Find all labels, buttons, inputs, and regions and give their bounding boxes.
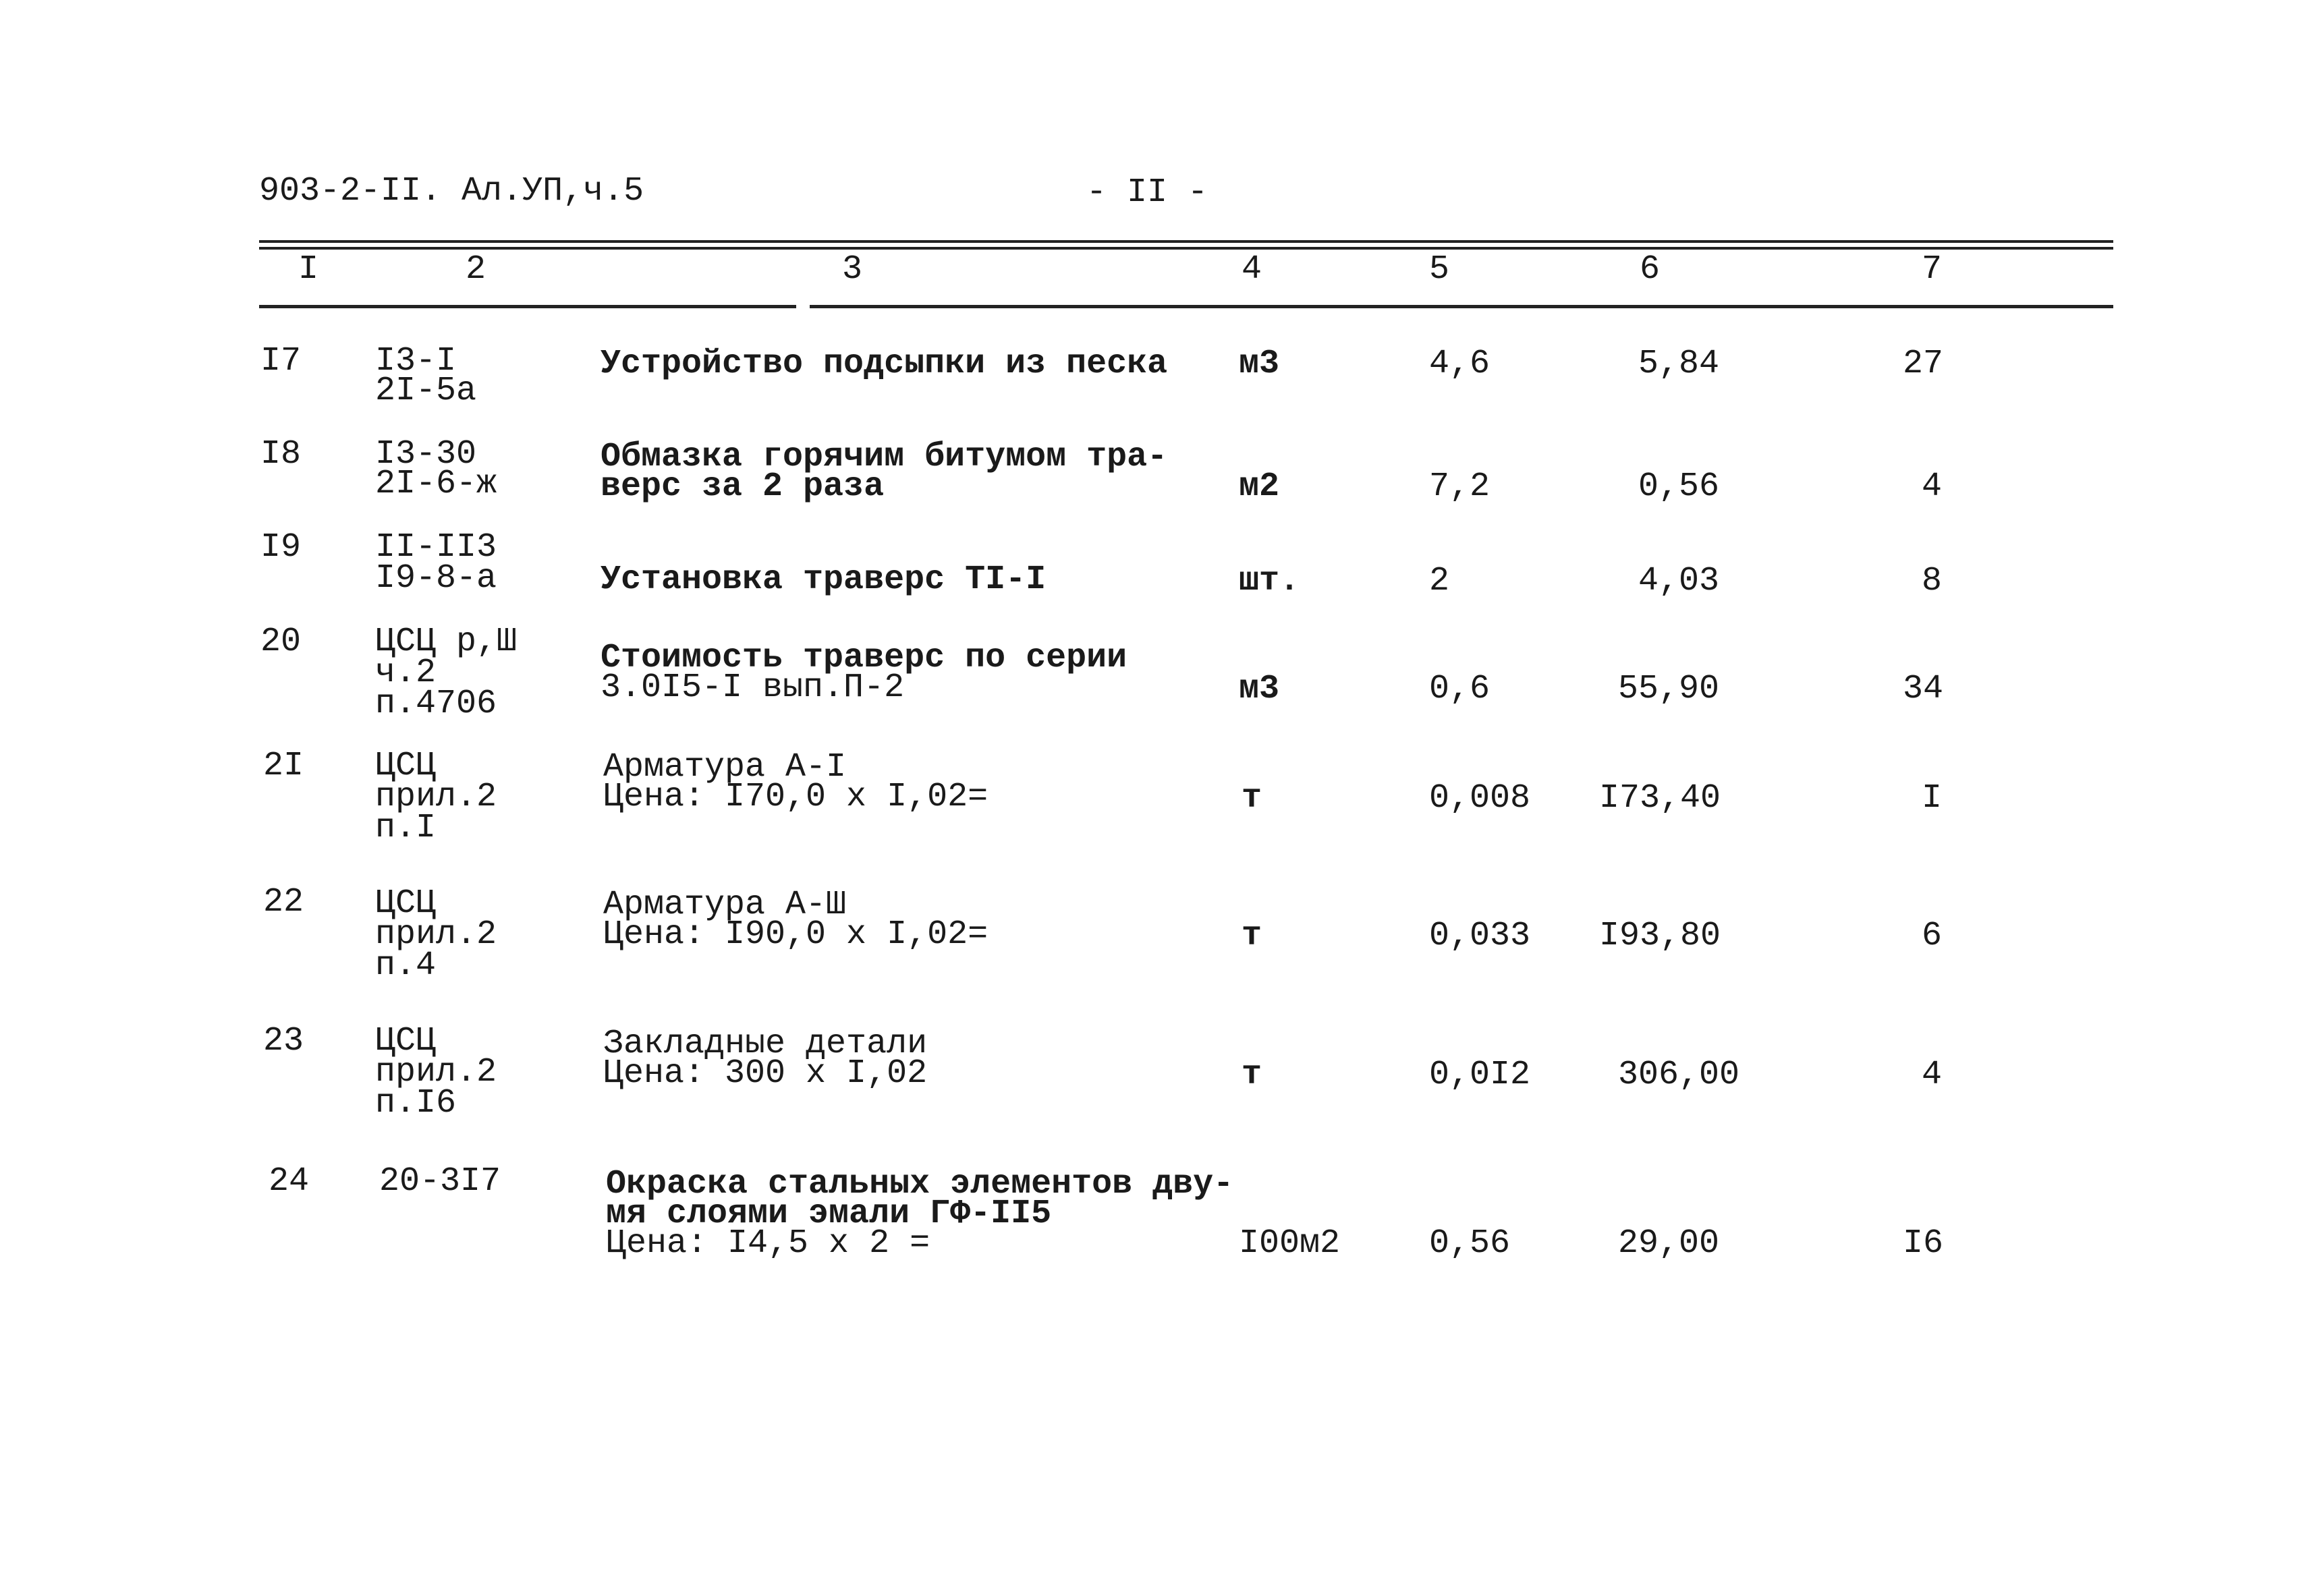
rate-code-line: ЦСЦ р,Ш — [375, 623, 518, 661]
unit-price: 0,56 — [1638, 467, 1720, 506]
quantity: 4,6 — [1429, 345, 1490, 383]
unit: I00м2 — [1239, 1224, 1341, 1263]
unit-price: 5,84 — [1638, 345, 1720, 383]
work-description-line: Устройство подсыпки из песка — [601, 345, 1168, 383]
work-description-line: Цена: I90,0 х I,02= — [603, 915, 988, 954]
table-top-rule — [259, 240, 2113, 243]
rate-code-line: п.4706 — [375, 685, 497, 723]
work-description-line: Обмазка горячим битумом тра- — [601, 438, 1168, 476]
work-description-line: Арматура А-Ш — [603, 886, 847, 924]
row-number: 20 — [260, 623, 302, 661]
unit-price: I73,40 — [1599, 779, 1721, 818]
rate-code-line: ЦСЦ — [375, 1022, 437, 1060]
quantity: 0,56 — [1429, 1224, 1511, 1263]
quantity: 0,008 — [1429, 779, 1531, 818]
rate-code-line: I9-8-a — [375, 559, 497, 598]
rate-code-line: ЦСЦ — [375, 884, 437, 923]
column-header-5: 5 — [1429, 250, 1450, 289]
rate-code-line: 20-3I7 — [379, 1162, 501, 1201]
row-number: 2I — [263, 747, 304, 785]
unit: т — [1242, 779, 1262, 818]
row-number: I7 — [260, 342, 302, 380]
total-cost: 4 — [1922, 1056, 1943, 1094]
unit-price: 55,90 — [1618, 670, 1720, 708]
work-description-line: Цена: I70,0 х I,02= — [603, 778, 988, 816]
total-cost: 34 — [1903, 670, 1944, 708]
total-cost: 4 — [1922, 467, 1943, 506]
total-cost: I — [1922, 779, 1943, 818]
unit: шт. — [1239, 562, 1300, 600]
row-number: I9 — [260, 528, 302, 567]
column-header-6: 6 — [1640, 250, 1661, 289]
total-cost: 6 — [1922, 917, 1943, 955]
work-description-line: Цена: 300 х I,02 — [603, 1054, 928, 1093]
column-header-3: 3 — [842, 250, 863, 289]
work-description-line: верс за 2 раза — [601, 467, 885, 506]
row-number: 24 — [269, 1162, 310, 1201]
unit-price: 4,03 — [1638, 562, 1720, 600]
rate-code-line: прил.2 — [375, 778, 497, 816]
work-description-line: Стоимость траверс по серии — [601, 639, 1127, 677]
unit: т — [1242, 917, 1262, 955]
row-number: 22 — [263, 883, 304, 921]
work-description-line: Установка траверс TI-I — [601, 561, 1047, 599]
total-cost: I6 — [1903, 1224, 1944, 1263]
rate-code-line: I3-I — [375, 342, 457, 380]
rate-code-line: 2I-6-ж — [375, 465, 497, 503]
rate-code-line: ч.2 — [375, 654, 437, 692]
unit: т — [1242, 1056, 1262, 1094]
unit: м3 — [1239, 670, 1280, 708]
unit-price: I93,80 — [1599, 917, 1721, 955]
row-number: 23 — [263, 1022, 304, 1060]
rate-code-line: п.I6 — [375, 1084, 457, 1122]
header-rule-gap — [796, 302, 810, 309]
work-description-line: Окраска стальных элементов дву- — [606, 1165, 1234, 1203]
unit: м3 — [1239, 345, 1280, 383]
work-description-line: Цена: I4,5 х 2 = — [606, 1224, 930, 1263]
total-cost: 8 — [1922, 562, 1943, 600]
work-description-line: Арматура А-I — [603, 748, 847, 787]
column-header-1: I — [298, 250, 319, 289]
column-header-4: 4 — [1242, 250, 1262, 289]
quantity: 0,0I2 — [1429, 1056, 1531, 1094]
header-bottom-rule — [259, 305, 2113, 308]
work-description-line: Закладные детали — [603, 1025, 928, 1063]
row-number: I8 — [260, 435, 302, 474]
page-number: - II - — [1086, 173, 1208, 212]
rate-code-line: п.I — [375, 809, 437, 847]
rate-code-line: ЦСЦ — [375, 747, 437, 785]
work-description-line: 3.0I5-I вып.П-2 — [601, 668, 905, 707]
column-header-7: 7 — [1922, 250, 1943, 289]
rate-code-line: прил.2 — [375, 1053, 497, 1091]
work-description-line: мя слоями эмали ГФ-II5 — [606, 1195, 1052, 1233]
unit-price: 29,00 — [1618, 1224, 1720, 1263]
document-code: 903-2-II. Ал.УП,ч.5 — [259, 172, 644, 210]
rate-code-line: п.4 — [375, 946, 437, 985]
quantity: 0,6 — [1429, 670, 1490, 708]
rate-code-line: II-II3 — [375, 528, 497, 567]
unit-price: 306,00 — [1618, 1056, 1740, 1094]
rate-code-line: 2I-5a — [375, 372, 477, 410]
unit: м2 — [1239, 467, 1280, 506]
rate-code-line: прил.2 — [375, 915, 497, 954]
quantity: 7,2 — [1429, 467, 1490, 506]
table-top-rule-2 — [259, 247, 2113, 250]
column-header-2: 2 — [466, 250, 486, 289]
quantity: 2 — [1429, 562, 1450, 600]
total-cost: 27 — [1903, 345, 1944, 383]
rate-code-line: I3-30 — [375, 435, 477, 474]
quantity: 0,033 — [1429, 917, 1531, 955]
